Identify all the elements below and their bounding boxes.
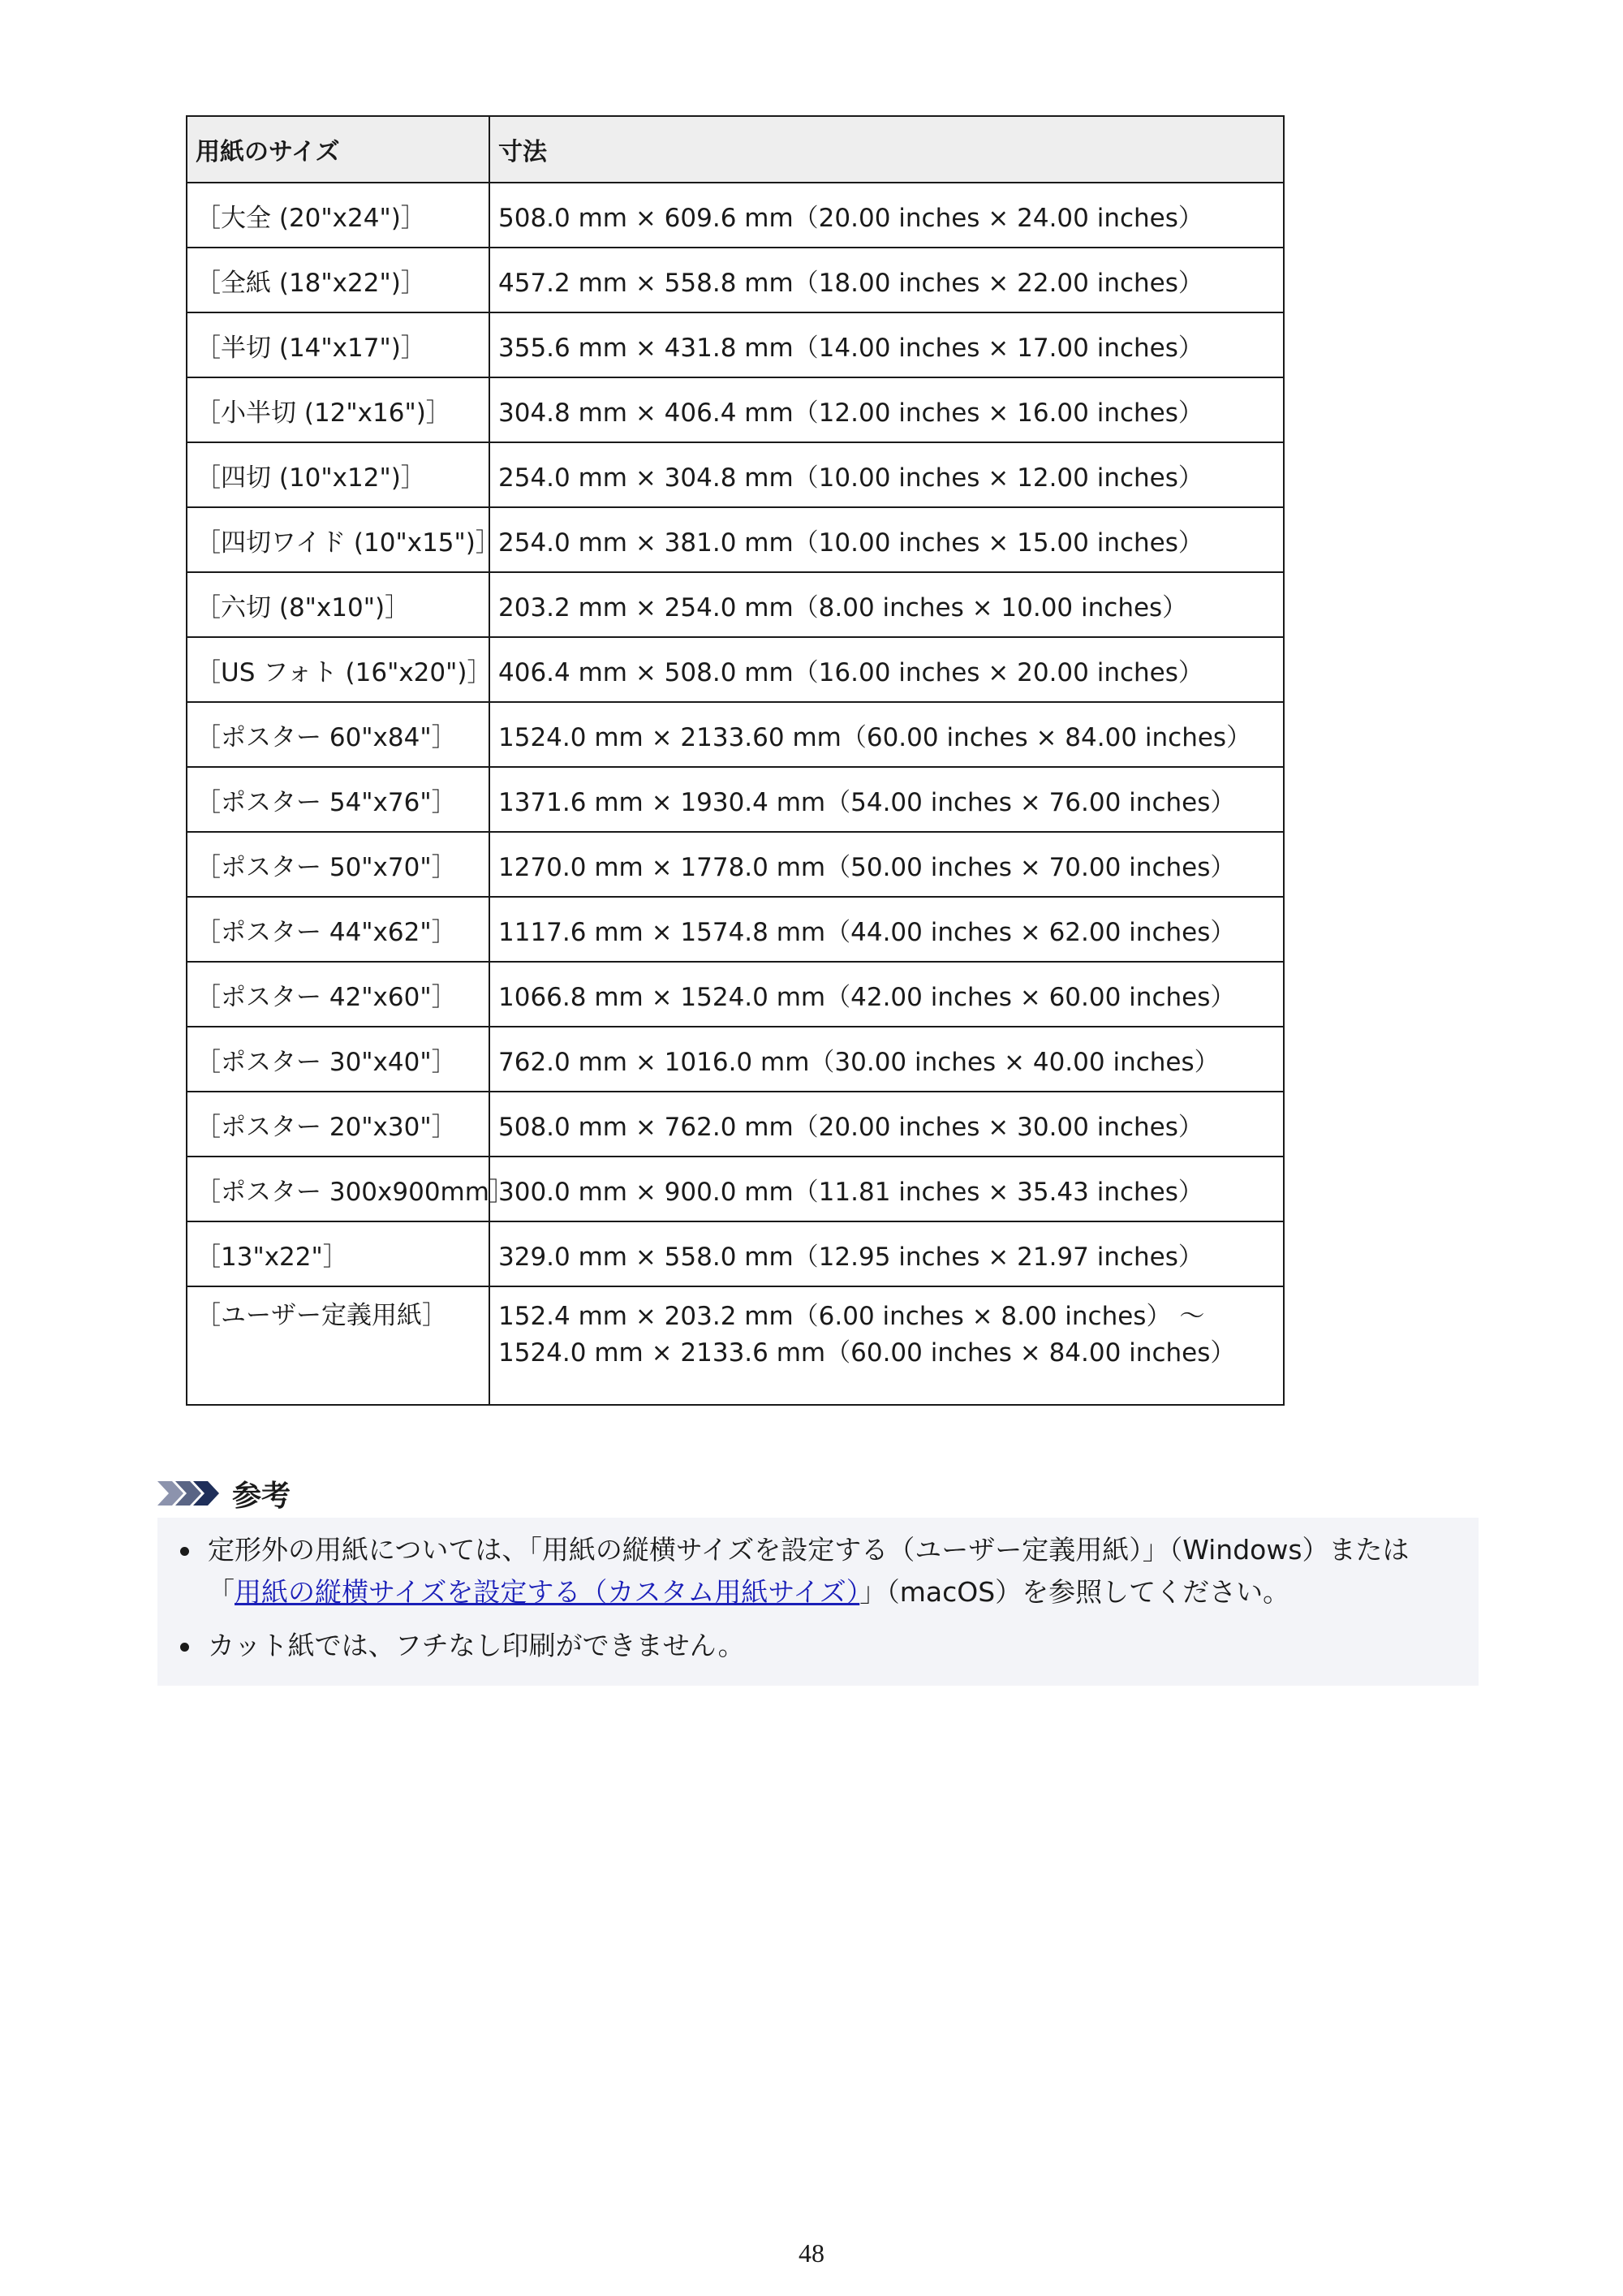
paper-size-cell: ［ポスター 54"x76"］	[187, 767, 489, 832]
dimensions-cell: 355.6 mm × 431.8 mm（14.00 inches × 17.00 inches）	[489, 312, 1284, 377]
table-row	[187, 377, 1284, 442]
table-row	[187, 1092, 1284, 1157]
dimensions-cell: 152.4 mm × 203.2 mm（6.00 inches × 8.00 inches） ～ 1524.0 mm × 2133.6 mm（60.00 inches × 84.00 inches）	[489, 1286, 1284, 1405]
paper-size-cell: ［六切 (8"x10")］	[187, 572, 489, 637]
paper-size-cell: ［大全 (20"x24")］	[187, 183, 489, 248]
table-row	[187, 1221, 1284, 1286]
note-item-custom-size	[180, 1529, 1462, 1613]
paper-size-cell: ［ポスター 44"x62"］	[187, 897, 489, 962]
note-list	[180, 1529, 1462, 1678]
paper-size-cell: ［ポスター 50"x70"］	[187, 832, 489, 897]
table-row	[187, 442, 1284, 507]
table-row	[187, 1027, 1284, 1092]
paper-size-cell: ［ポスター 300x900mm］	[187, 1157, 489, 1221]
table-row	[187, 312, 1284, 377]
dimensions-cell: 304.8 mm × 406.4 mm（12.00 inches × 16.00 inches）	[489, 377, 1284, 442]
paper-size-cell: ［ポスター 20"x30"］	[187, 1092, 489, 1157]
paper-size-cell: ［小半切 (12"x16")］	[187, 377, 489, 442]
table-row	[187, 637, 1284, 702]
table-row	[187, 962, 1284, 1027]
dimensions-cell: 203.2 mm × 254.0 mm（8.00 inches × 10.00 inches）	[489, 572, 1284, 637]
table-row	[187, 507, 1284, 572]
dimensions-cell: 300.0 mm × 900.0 mm（11.81 inches × 35.43 inches）	[489, 1157, 1284, 1221]
dimensions-cell: 508.0 mm × 762.0 mm（20.00 inches × 30.00 inches）	[489, 1092, 1284, 1157]
note-title: 参考	[232, 1479, 291, 1513]
paper-size-cell: ［ユーザー定義用紙］	[187, 1286, 489, 1405]
dimensions-cell: 762.0 mm × 1016.0 mm（30.00 inches × 40.00 inches）	[489, 1027, 1284, 1092]
note-arrows-icon	[157, 1480, 226, 1507]
paper-size-cell: ［半切 (14"x17")］	[187, 312, 489, 377]
column-header-paper-size: 用紙のサイズ	[187, 116, 489, 183]
note-text-borderless: カット紙では、フチなし印刷ができません。	[208, 1630, 745, 1661]
dimensions-cell: 508.0 mm × 609.6 mm（20.00 inches × 24.00 inches）	[489, 183, 1284, 248]
table-row	[187, 832, 1284, 897]
table-row	[187, 1286, 1284, 1405]
note-box	[157, 1518, 1479, 1686]
paper-size-cell: ［US フォト (16"x20")］	[187, 637, 489, 702]
dimensions-cell: 1371.6 mm × 1930.4 mm（54.00 inches × 76.00 inches）	[489, 767, 1284, 832]
table-row	[187, 183, 1284, 248]
dimensions-cell: 329.0 mm × 558.0 mm（12.95 inches × 21.97 inches）	[489, 1221, 1284, 1286]
table-row	[187, 767, 1284, 832]
paper-size-cell: ［全紙 (18"x22")］	[187, 248, 489, 312]
dimensions-cell: 406.4 mm × 508.0 mm（16.00 inches × 20.00 inches）	[489, 637, 1284, 702]
table-row	[187, 248, 1284, 312]
bullet-icon	[180, 1547, 189, 1556]
dimensions-cell: 1117.6 mm × 1574.8 mm（44.00 inches × 62.00 inches）	[489, 897, 1284, 962]
paper-size-cell: ［四切 (10"x12")］	[187, 442, 489, 507]
dimensions-cell: 457.2 mm × 558.8 mm（18.00 inches × 22.00 inches）	[489, 248, 1284, 312]
table-row	[187, 572, 1284, 637]
note-text-after-link: 」（macOS）を参照してください。	[859, 1576, 1290, 1608]
paper-size-cell: ［ポスター 30"x40"］	[187, 1027, 489, 1092]
page-number: 48	[799, 2238, 824, 2268]
dimensions-cell: 1066.8 mm × 1524.0 mm（42.00 inches × 60.00 inches）	[489, 962, 1284, 1027]
dimensions-cell: 254.0 mm × 381.0 mm（10.00 inches × 15.00 inches）	[489, 507, 1284, 572]
note-item-borderless	[180, 1625, 1462, 1667]
table-header-row	[187, 116, 1284, 183]
column-header-dimensions: 寸法	[489, 116, 1284, 183]
paper-size-cell: ［四切ワイド (10"x15")］	[187, 507, 489, 572]
table-row	[187, 897, 1284, 962]
dimensions-cell: 254.0 mm × 304.8 mm（10.00 inches × 12.00 inches）	[489, 442, 1284, 507]
table-row	[187, 702, 1284, 767]
table-body	[187, 183, 1284, 1405]
paper-size-table	[186, 115, 1285, 1406]
paper-size-cell: ［ポスター 60"x84"］	[187, 702, 489, 767]
paper-size-cell: ［13"x22"］	[187, 1221, 489, 1286]
custom-paper-size-link[interactable]: 用紙の縦横サイズを設定する（カスタム用紙サイズ）	[235, 1576, 860, 1608]
dimensions-cell: 1270.0 mm × 1778.0 mm（50.00 inches × 70.00 inches）	[489, 832, 1284, 897]
table-row	[187, 1157, 1284, 1221]
bullet-icon	[180, 1643, 189, 1652]
dimensions-cell: 1524.0 mm × 2133.60 mm（60.00 inches × 84.00 inches）	[489, 702, 1284, 767]
note-text-before-link: 定形外の用紙については、「用紙の縦横サイズを設定する（ユーザー定義用紙）」（Windows）または「	[208, 1534, 1410, 1608]
paper-size-cell: ［ポスター 42"x60"］	[187, 962, 489, 1027]
note-heading	[157, 1473, 291, 1514]
